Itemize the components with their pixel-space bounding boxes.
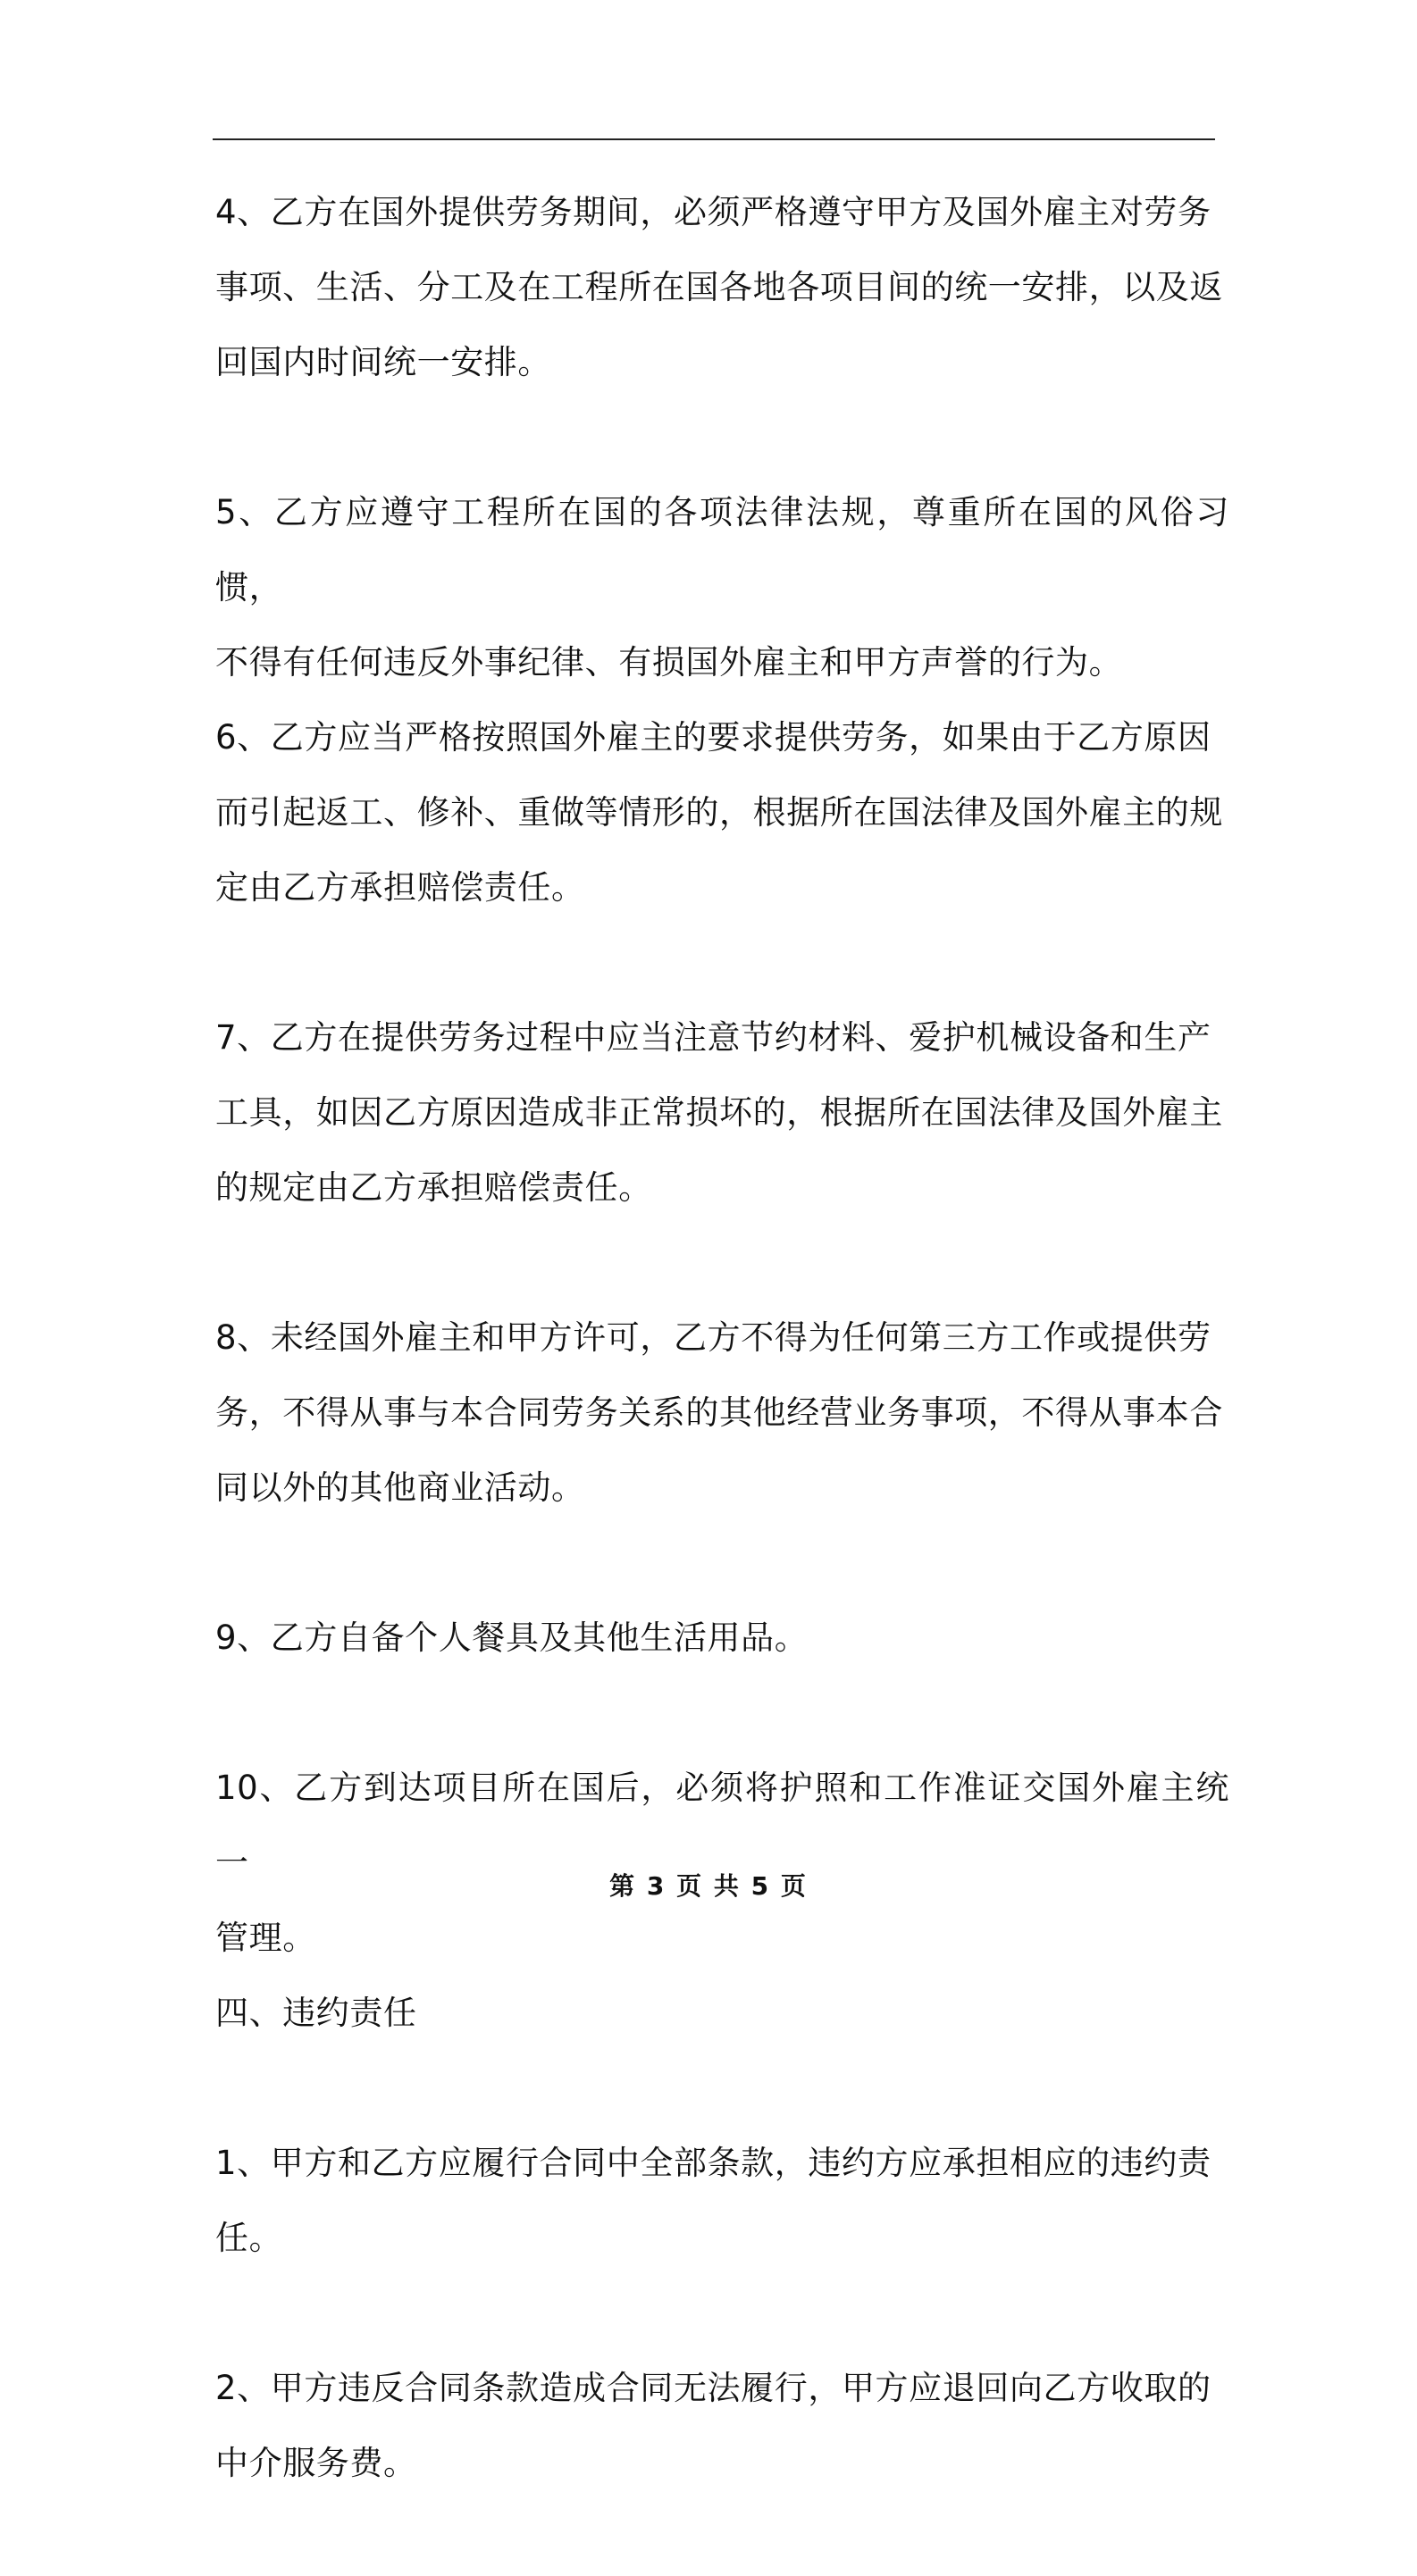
clause-8-line-3: 同以外的其他商业活动。	[215, 1468, 585, 1507]
clause-8-line-2: 务，不得从事与本合同劳务关系的其他经营业务事项，不得从事本合	[215, 1393, 1223, 1432]
header-rule	[213, 138, 1215, 140]
clause-6	[215, 700, 1229, 925]
clause-6-line-3: 定由乙方承担赔偿责任。	[215, 868, 585, 907]
clause-5-line-1: 5、乙方应遵守工程所在国的各项法律法规，尊重所在国的风俗习惯，	[215, 493, 1229, 606]
section-heading-line: 四、违约责任	[215, 1994, 417, 2032]
breach-clause-2-line-2: 中介服务费。	[215, 2444, 417, 2482]
clause-6-line-1: 6、乙方应当严格按照国外雇主的要求提供劳务，如果由于乙方原因	[215, 718, 1212, 757]
clause-7-line-3: 的规定由乙方承担赔偿责任。	[215, 1168, 652, 1207]
clause-9	[215, 1601, 1229, 1676]
clause-7-line-1: 7、乙方在提供劳务过程中应当注意节约材料、爱护机械设备和生产	[215, 1018, 1212, 1057]
clause-4-line-2: 事项、生活、分工及在工程所在国各地各项目间的统一安排，以及返	[215, 268, 1223, 306]
clause-7-line-2: 工具，如因乙方原因造成非正常损坏的，根据所在国法律及国外雇主	[215, 1093, 1223, 1132]
clause-8	[215, 1301, 1229, 1526]
clause-4	[215, 175, 1229, 400]
clause-4-line-1: 4、乙方在国外提供劳务期间，必须严格遵守甲方及国外雇主对劳务	[215, 193, 1212, 231]
clause-4-line-3: 回国内时间统一安排。	[215, 343, 551, 381]
document-body	[215, 175, 1229, 2576]
clause-7	[215, 1000, 1229, 1225]
breach-clause-1	[215, 2126, 1229, 2276]
breach-clause-1-line-1: 1、甲方和乙方应履行合同中全部条款，违约方应承担相应的违约责	[215, 2144, 1212, 2182]
section-heading-breach-liability	[215, 1976, 1229, 2051]
clause-10-line-1: 10、乙方到达项目所在国后，必须将护照和工作准证交国外雇主统一	[215, 1769, 1229, 1882]
clause-10-line-2: 管理。	[215, 1919, 316, 1957]
clause-9-line-1: 9、乙方自备个人餐具及其他生活用品。	[215, 1618, 809, 1657]
clause-8-line-1: 8、未经国外雇主和甲方许可，乙方不得为任何第三方工作或提供劳	[215, 1318, 1212, 1357]
breach-clause-2-line-1: 2、甲方违反合同条款造成合同无法履行，甲方应退回向乙方收取的	[215, 2369, 1212, 2407]
breach-clause-1-line-2: 任。	[215, 2219, 283, 2257]
clause-5-line-2: 不得有任何违反外事纪律、有损国外雇主和甲方声誉的行为。	[215, 643, 1123, 682]
clause-6-line-2: 而引起返工、修补、重做等情形的，根据所在国法律及国外雇主的规	[215, 793, 1223, 832]
page-number-footer: 第 3 页 共 5 页	[609, 1871, 808, 1901]
breach-clause-2	[215, 2351, 1229, 2501]
clause-5	[215, 475, 1229, 682]
